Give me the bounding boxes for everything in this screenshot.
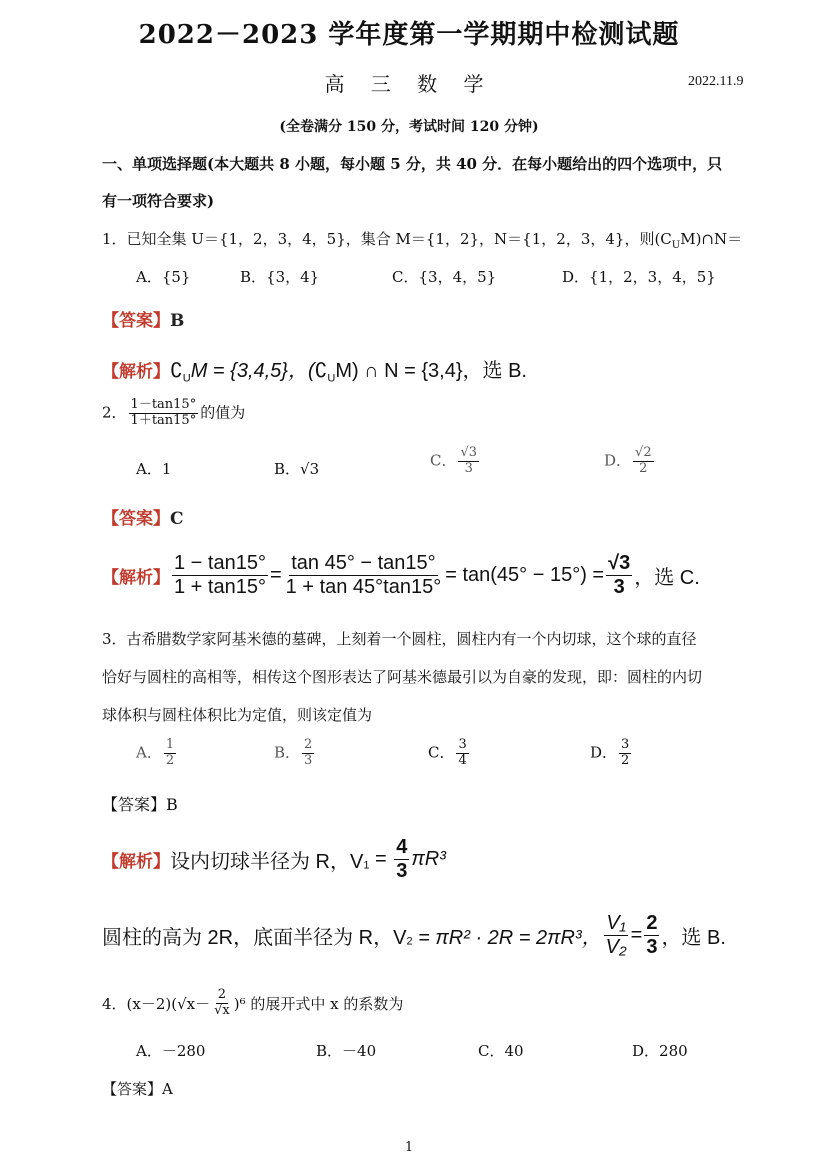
q3-sol2-frac bbox=[644, 912, 659, 959]
q3-sol1-eq: = bbox=[369, 848, 393, 870]
answer-label: 【答案】 bbox=[102, 1080, 163, 1098]
q2-option-d-frac bbox=[633, 446, 654, 477]
q2-option-d-label: D． bbox=[604, 451, 632, 470]
page-title: 2022－2023 学年度第一学期期中检测试题 bbox=[138, 20, 680, 50]
q1-answer-value: B bbox=[170, 311, 185, 331]
q4-stem-num: 2 bbox=[217, 987, 227, 1002]
q1-stem-sub: U bbox=[671, 240, 681, 251]
analysis-label: 【解析】 bbox=[102, 568, 170, 587]
q3-option-d-num: 3 bbox=[621, 737, 630, 752]
q2-sol-frac3-num: √3 bbox=[608, 552, 631, 574]
q4-stem-frac bbox=[212, 988, 232, 1019]
q1-stem bbox=[102, 228, 742, 251]
q3-option-b bbox=[274, 738, 316, 769]
q2-sol-frac3-den: 3 bbox=[613, 576, 625, 598]
answer-label: 【答案】 bbox=[102, 795, 167, 814]
exam-note: (全卷满分 150 分，考试时间 120 分钟) bbox=[279, 119, 539, 135]
q1-sol-complement: ∁ bbox=[170, 360, 183, 382]
q1-option-b: B．{3，4} bbox=[240, 268, 320, 286]
q3-option-a-den: 2 bbox=[165, 752, 175, 768]
q3-option-b-frac bbox=[302, 738, 314, 769]
q2-frac-den: 1＋tan15° bbox=[130, 412, 197, 428]
q3-sol1-den: 3 bbox=[396, 860, 408, 882]
q2-option-c bbox=[430, 446, 481, 477]
q3-option-a bbox=[136, 738, 178, 769]
q2-sol-frac2-num: tan 45° − tan15° bbox=[291, 552, 436, 574]
q3-stem-line2: 恰好与圆柱的高相等，相传这个图形表达了阿基米德最引以为自豪的发现，即：圆柱的内切 bbox=[102, 668, 703, 686]
q3-sol2-eq: = bbox=[630, 924, 643, 946]
q2-sol-frac1-den: 1 + tan15° bbox=[174, 576, 266, 598]
q2-option-d-den: 2 bbox=[639, 460, 648, 476]
q3-sol2-num: 2 bbox=[646, 912, 658, 934]
q3-sol2-end: ，选 B. bbox=[661, 927, 726, 949]
q2-analysis bbox=[102, 552, 700, 599]
q3-sol1-text: 设内切球半径为 R，V bbox=[170, 851, 364, 873]
q2-option-c-den: 3 bbox=[464, 460, 473, 476]
exam-date: 2022.11.9 bbox=[688, 74, 744, 89]
q2-stem-end: 的值为 bbox=[200, 403, 246, 422]
q3-option-c-num: 3 bbox=[458, 737, 467, 752]
q3-option-b-label: B． bbox=[274, 743, 301, 762]
q2-frac-num: 1－tan15° bbox=[130, 397, 197, 412]
q2-sol-frac1-num: 1 − tan15° bbox=[174, 552, 266, 574]
q2-stem bbox=[102, 398, 245, 429]
q2-sol-eq: = bbox=[269, 564, 282, 586]
section-heading-line2: 有一项符合要求) bbox=[102, 192, 215, 210]
q4-option-a: A．－280 bbox=[136, 1042, 206, 1060]
answer-label: 【答案】 bbox=[102, 311, 170, 331]
q3-option-a-num: 1 bbox=[165, 737, 175, 752]
q3-option-c-label: C． bbox=[428, 743, 455, 762]
q2-option-c-frac bbox=[458, 446, 479, 477]
q2-sol-end: ，选 C. bbox=[634, 567, 700, 589]
q3-option-b-num: 2 bbox=[304, 737, 313, 752]
q3-stem-line3: 球体积与圆柱体积比为定值，则该定值为 bbox=[102, 706, 373, 724]
q4-stem-den: √x bbox=[214, 1002, 230, 1018]
q2-option-c-label: C． bbox=[430, 451, 457, 470]
analysis-label: 【解析】 bbox=[102, 362, 170, 381]
q3-sol2-fv-den: V₂ bbox=[605, 936, 627, 958]
q4-option-d: D．280 bbox=[632, 1042, 688, 1060]
q3-analysis-2 bbox=[102, 912, 726, 959]
q3-answer bbox=[102, 792, 178, 815]
answer-label: 【答案】 bbox=[102, 509, 170, 529]
q3-option-d-frac bbox=[619, 738, 631, 769]
q2-sol-frac3 bbox=[606, 552, 632, 599]
q2-sol-frac1 bbox=[172, 552, 268, 599]
q3-sol2-fv-num: V₁ bbox=[606, 912, 626, 934]
q1-sol-sub: U bbox=[182, 372, 191, 385]
q3-sol2-mid: = πR² · 2R = 2πR³， bbox=[412, 927, 602, 949]
q1-answer bbox=[102, 306, 184, 331]
q2-answer-value: C bbox=[170, 509, 184, 529]
q2-number: 2． bbox=[102, 403, 127, 422]
q3-sol2-den: 3 bbox=[646, 936, 658, 958]
q3-answer-value: B bbox=[166, 795, 178, 814]
q2-option-c-num: √3 bbox=[460, 445, 478, 460]
q1-option-d: D．{1，2，3，4，5} bbox=[562, 268, 716, 286]
q1-sol-sub2: U bbox=[327, 372, 336, 385]
q3-option-a-frac bbox=[164, 738, 176, 769]
q2-sol-frac2 bbox=[284, 552, 444, 599]
q1-sol-part2: M) ∩ N = {3,4}，选 B. bbox=[335, 360, 527, 382]
q3-sol1-num: 4 bbox=[396, 836, 408, 858]
q3-option-c bbox=[428, 738, 471, 769]
q4-answer-value: A bbox=[162, 1080, 173, 1098]
q3-sol1-end: πR³ bbox=[411, 848, 446, 870]
section-heading-line1: 一、单项选择题(本大题共 8 小题，每小题 5 分，共 40 分．在每小题给出的四个选项中，只 bbox=[102, 155, 723, 173]
q3-option-d-den: 2 bbox=[621, 752, 630, 768]
q3-analysis-1 bbox=[102, 836, 446, 883]
page-number: 1 bbox=[404, 1140, 414, 1155]
q3-stem-line1: 3．古希腊数学家阿基米德的墓碑，上刻着一个圆柱，圆柱内有一个内切球，这个球的直径 bbox=[102, 630, 697, 648]
q2-sol-frac2-den: 1 + tan 45°tan15° bbox=[285, 576, 442, 598]
q3-option-c-den: 4 bbox=[458, 752, 467, 768]
q3-sol1-sub: 1 bbox=[363, 859, 370, 872]
q4-stem bbox=[102, 988, 403, 1019]
q1-stem-text: 1．已知全集 U＝{1，2，3，4，5}，集合 M＝{1，2}，N＝{1，2，3，4}，则(C bbox=[102, 230, 672, 248]
q1-stem-end: M)∩N＝ bbox=[680, 230, 743, 248]
q2-option-b: B．√3 bbox=[274, 460, 320, 478]
q3-option-d bbox=[590, 738, 633, 769]
subject-title: 高 三 数 学 bbox=[324, 72, 494, 96]
q4-stem-a: 4．(x－2)(√x－ bbox=[102, 994, 211, 1013]
q3-option-d-label: D． bbox=[590, 743, 618, 762]
q2-fraction bbox=[129, 398, 199, 429]
q4-stem-b: )⁶ 的展开式中 x 的系数为 bbox=[233, 994, 404, 1013]
q4-answer bbox=[102, 1078, 173, 1099]
q3-option-c-frac bbox=[456, 738, 468, 769]
q1-option-a: A．{5} bbox=[136, 268, 191, 286]
q3-sol2-frac-v bbox=[604, 912, 629, 959]
q3-option-b-den: 3 bbox=[304, 752, 313, 768]
q3-sol1-frac bbox=[394, 836, 409, 883]
q1-sol-part1: M = {3,4,5}，(∁ bbox=[190, 360, 328, 382]
q2-option-d bbox=[604, 446, 656, 477]
q2-answer bbox=[102, 504, 184, 529]
q3-sol2-text: 圆柱的高为 2R，底面半径为 R，V bbox=[102, 927, 407, 949]
q1-analysis bbox=[102, 354, 527, 384]
q2-option-a: A．1 bbox=[136, 460, 172, 478]
q3-sol2-sub: 2 bbox=[406, 935, 413, 948]
analysis-label: 【解析】 bbox=[102, 852, 170, 871]
q4-option-c: C．40 bbox=[478, 1042, 524, 1060]
q2-sol-mid: = tan(45° − 15°) = bbox=[445, 564, 605, 586]
q4-option-b: B．－40 bbox=[316, 1042, 377, 1060]
q1-option-c: C．{3，4，5} bbox=[392, 268, 497, 286]
q3-option-a-label: A． bbox=[136, 743, 162, 762]
q2-option-d-num: √2 bbox=[635, 445, 652, 460]
